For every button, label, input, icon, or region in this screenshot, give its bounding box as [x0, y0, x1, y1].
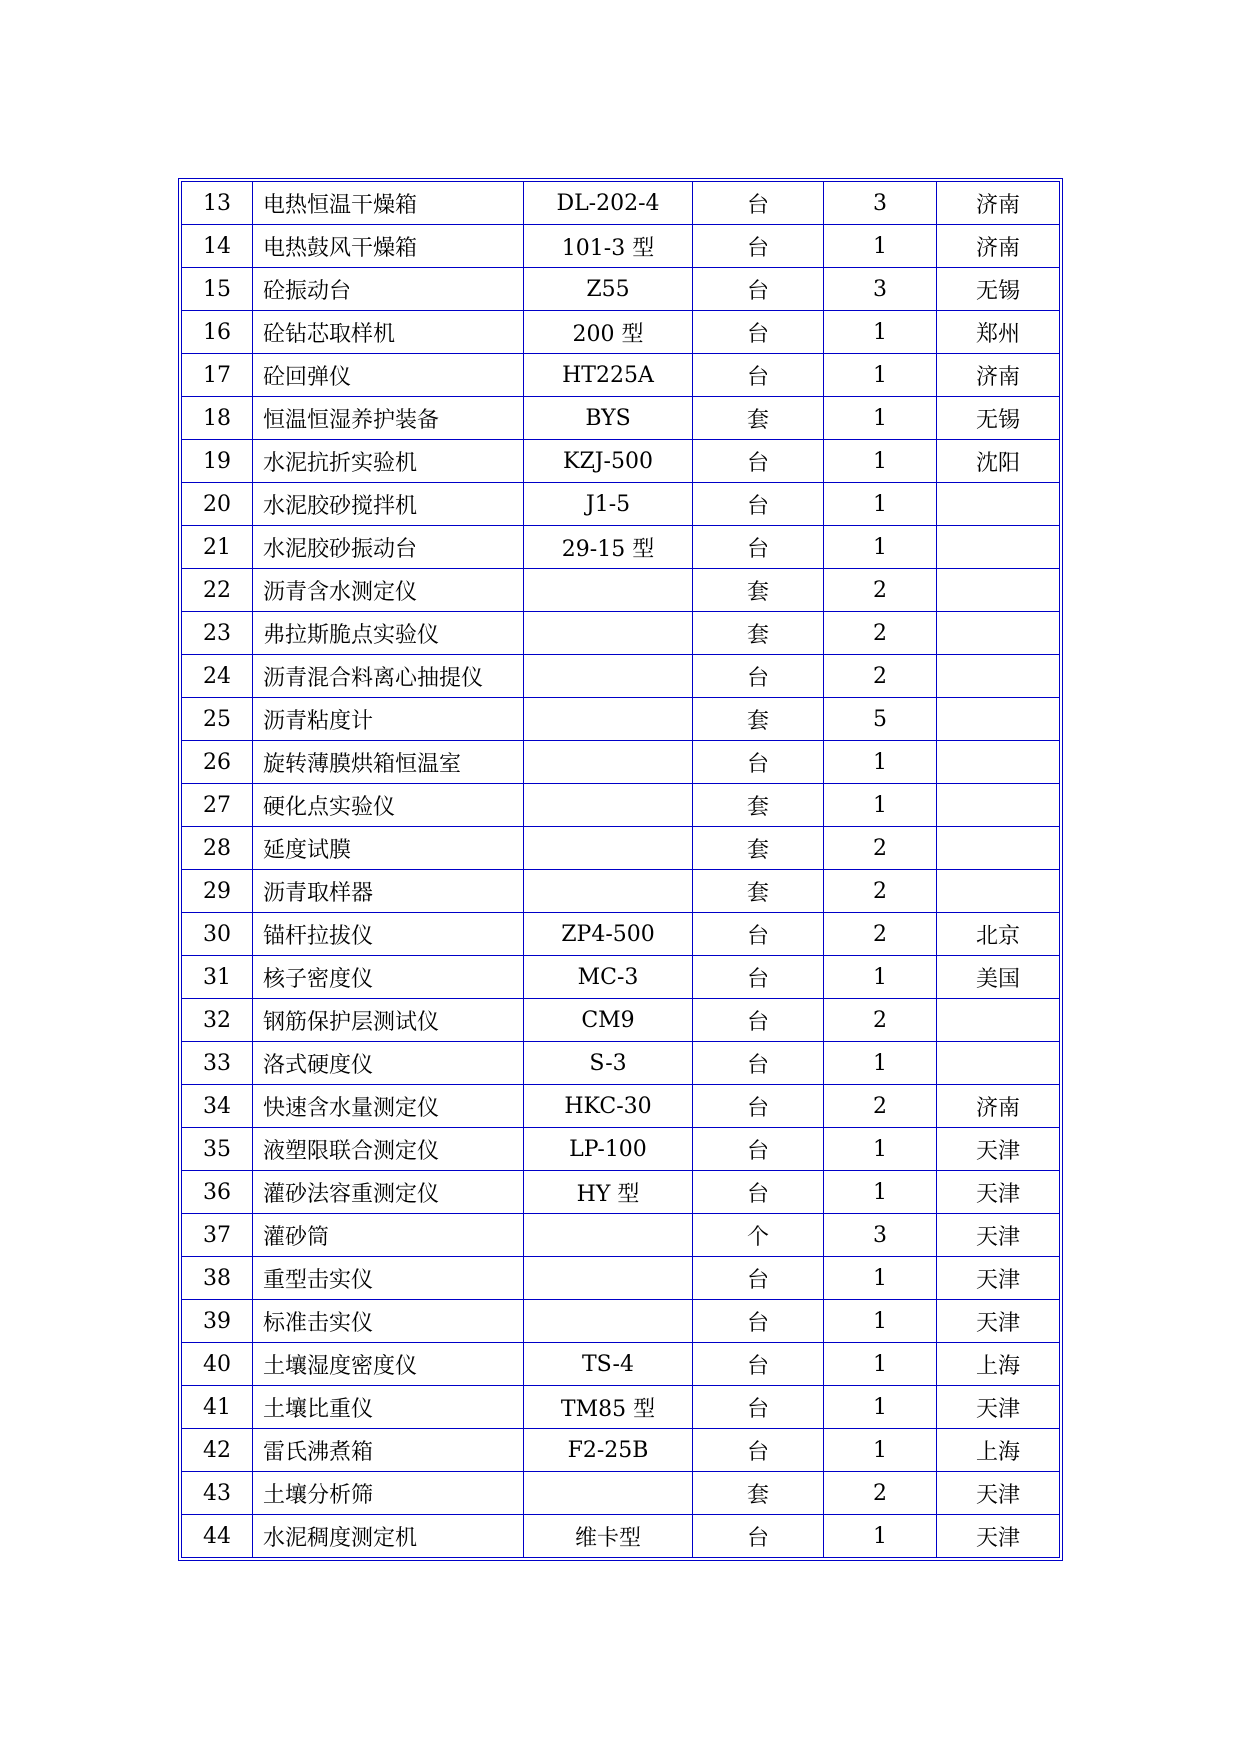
model-cell: HT225A [524, 354, 693, 397]
row-number-cell: 43 [182, 1472, 253, 1515]
equipment-name-cell: 电热恒温干燥箱 [253, 182, 524, 225]
origin-cell: 天津 [937, 1472, 1060, 1515]
unit-cell: 台 [693, 1300, 824, 1343]
unit-cell: 台 [693, 1515, 824, 1558]
table-row [182, 483, 1060, 526]
unit-cell: 台 [693, 1429, 824, 1472]
model-cell: 200 型 [524, 311, 693, 354]
model-cell [524, 612, 693, 655]
model-cell: TS-4 [524, 1343, 693, 1386]
quantity-cell: 1 [824, 784, 937, 827]
quantity-cell: 2 [824, 655, 937, 698]
model-cell [524, 569, 693, 612]
origin-cell: 天津 [937, 1214, 1060, 1257]
row-number-cell: 41 [182, 1386, 253, 1429]
equipment-name-cell: 弗拉斯脆点实验仪 [253, 612, 524, 655]
row-number-cell: 27 [182, 784, 253, 827]
origin-cell [937, 741, 1060, 784]
equipment-name-cell: 土壤湿度密度仪 [253, 1343, 524, 1386]
unit-cell: 台 [693, 440, 824, 483]
equipment-name-cell: 核子密度仪 [253, 956, 524, 999]
equipment-name-cell: 硬化点实验仪 [253, 784, 524, 827]
equipment-name-cell: 土壤比重仪 [253, 1386, 524, 1429]
quantity-cell: 2 [824, 999, 937, 1042]
equipment-name-cell: 灌砂法容重测定仪 [253, 1171, 524, 1214]
unit-cell: 台 [693, 655, 824, 698]
row-number-cell: 26 [182, 741, 253, 784]
table-row [182, 999, 1060, 1042]
unit-cell: 套 [693, 397, 824, 440]
model-cell [524, 741, 693, 784]
row-number-cell: 33 [182, 1042, 253, 1085]
row-number-cell: 25 [182, 698, 253, 741]
origin-cell: 沈阳 [937, 440, 1060, 483]
quantity-cell: 2 [824, 1085, 937, 1128]
table-row [182, 956, 1060, 999]
table-row [182, 1472, 1060, 1515]
equipment-name-cell: 沥青含水测定仪 [253, 569, 524, 612]
quantity-cell: 1 [824, 1257, 937, 1300]
equipment-name-cell: 沥青混合料离心抽提仪 [253, 655, 524, 698]
table-row [182, 1214, 1060, 1257]
origin-cell: 郑州 [937, 311, 1060, 354]
table-row [182, 1128, 1060, 1171]
origin-cell [937, 1042, 1060, 1085]
row-number-cell: 39 [182, 1300, 253, 1343]
model-cell [524, 827, 693, 870]
quantity-cell: 1 [824, 1128, 937, 1171]
row-number-cell: 18 [182, 397, 253, 440]
quantity-cell: 1 [824, 741, 937, 784]
table-row [182, 827, 1060, 870]
row-number-cell: 24 [182, 655, 253, 698]
model-cell: HKC-30 [524, 1085, 693, 1128]
model-cell: MC-3 [524, 956, 693, 999]
model-cell: 101-3 型 [524, 225, 693, 268]
quantity-cell: 1 [824, 1515, 937, 1558]
equipment-name-cell: 砼回弹仪 [253, 354, 524, 397]
quantity-cell: 1 [824, 1300, 937, 1343]
equipment-name-cell: 水泥抗折实验机 [253, 440, 524, 483]
origin-cell [937, 999, 1060, 1042]
table-row [182, 1429, 1060, 1472]
origin-cell: 无锡 [937, 268, 1060, 311]
origin-cell: 上海 [937, 1429, 1060, 1472]
origin-cell: 天津 [937, 1257, 1060, 1300]
row-number-cell: 38 [182, 1257, 253, 1300]
model-cell [524, 1257, 693, 1300]
quantity-cell: 1 [824, 1343, 937, 1386]
row-number-cell: 37 [182, 1214, 253, 1257]
model-cell: 维卡型 [524, 1515, 693, 1558]
origin-cell [937, 655, 1060, 698]
origin-cell: 天津 [937, 1128, 1060, 1171]
model-cell [524, 1472, 693, 1515]
row-number-cell: 14 [182, 225, 253, 268]
quantity-cell: 1 [824, 526, 937, 569]
row-number-cell: 16 [182, 311, 253, 354]
quantity-cell: 1 [824, 440, 937, 483]
table-row [182, 1042, 1060, 1085]
origin-cell: 济南 [937, 354, 1060, 397]
row-number-cell: 36 [182, 1171, 253, 1214]
row-number-cell: 44 [182, 1515, 253, 1558]
quantity-cell: 3 [824, 268, 937, 311]
unit-cell: 台 [693, 1042, 824, 1085]
model-cell: ZP4-500 [524, 913, 693, 956]
quantity-cell: 1 [824, 354, 937, 397]
table-row [182, 1085, 1060, 1128]
quantity-cell: 1 [824, 1386, 937, 1429]
origin-cell: 天津 [937, 1171, 1060, 1214]
origin-cell: 济南 [937, 1085, 1060, 1128]
quantity-cell: 3 [824, 1214, 937, 1257]
equipment-name-cell: 快速含水量测定仪 [253, 1085, 524, 1128]
unit-cell: 套 [693, 612, 824, 655]
table-row [182, 397, 1060, 440]
origin-cell [937, 870, 1060, 913]
origin-cell [937, 784, 1060, 827]
table-row [182, 440, 1060, 483]
unit-cell: 个 [693, 1214, 824, 1257]
table-row [182, 1386, 1060, 1429]
quantity-cell: 1 [824, 483, 937, 526]
table-row [182, 1300, 1060, 1343]
unit-cell: 台 [693, 182, 824, 225]
equipment-name-cell: 水泥胶砂搅拌机 [253, 483, 524, 526]
model-cell: DL-202-4 [524, 182, 693, 225]
quantity-cell: 2 [824, 612, 937, 655]
table-row [182, 698, 1060, 741]
model-cell [524, 655, 693, 698]
model-cell [524, 1300, 693, 1343]
equipment-name-cell: 恒温恒湿养护装备 [253, 397, 524, 440]
table-row [182, 354, 1060, 397]
quantity-cell: 1 [824, 397, 937, 440]
origin-cell: 无锡 [937, 397, 1060, 440]
unit-cell: 台 [693, 354, 824, 397]
origin-cell [937, 827, 1060, 870]
table-row [182, 225, 1060, 268]
row-number-cell: 30 [182, 913, 253, 956]
model-cell: J1-5 [524, 483, 693, 526]
quantity-cell: 2 [824, 870, 937, 913]
row-number-cell: 42 [182, 1429, 253, 1472]
model-cell: KZJ-500 [524, 440, 693, 483]
table-row [182, 1171, 1060, 1214]
model-cell: LP-100 [524, 1128, 693, 1171]
equipment-name-cell: 水泥胶砂振动台 [253, 526, 524, 569]
unit-cell: 套 [693, 827, 824, 870]
equipment-name-cell: 钢筋保护层测试仪 [253, 999, 524, 1042]
equipment-name-cell: 砼钻芯取样机 [253, 311, 524, 354]
unit-cell: 台 [693, 1085, 824, 1128]
model-cell [524, 870, 693, 913]
unit-cell: 台 [693, 1386, 824, 1429]
unit-cell: 套 [693, 569, 824, 612]
unit-cell: 台 [693, 225, 824, 268]
quantity-cell: 3 [824, 182, 937, 225]
quantity-cell: 5 [824, 698, 937, 741]
equipment-name-cell: 土壤分析筛 [253, 1472, 524, 1515]
unit-cell: 台 [693, 999, 824, 1042]
equipment-name-cell: 沥青粘度计 [253, 698, 524, 741]
row-number-cell: 22 [182, 569, 253, 612]
origin-cell: 上海 [937, 1343, 1060, 1386]
table-row [182, 182, 1060, 225]
table-row [182, 741, 1060, 784]
model-cell: HY 型 [524, 1171, 693, 1214]
row-number-cell: 21 [182, 526, 253, 569]
row-number-cell: 32 [182, 999, 253, 1042]
equipment-name-cell: 雷氏沸煮箱 [253, 1429, 524, 1472]
origin-cell: 济南 [937, 225, 1060, 268]
unit-cell: 台 [693, 268, 824, 311]
table-row [182, 1515, 1060, 1558]
unit-cell: 台 [693, 1171, 824, 1214]
row-number-cell: 23 [182, 612, 253, 655]
table-row [182, 311, 1060, 354]
model-cell: S-3 [524, 1042, 693, 1085]
quantity-cell: 1 [824, 1171, 937, 1214]
unit-cell: 台 [693, 526, 824, 569]
equipment-name-cell: 沥青取样器 [253, 870, 524, 913]
quantity-cell: 1 [824, 225, 937, 268]
unit-cell: 套 [693, 784, 824, 827]
equipment-name-cell: 液塑限联合测定仪 [253, 1128, 524, 1171]
quantity-cell: 1 [824, 1429, 937, 1472]
origin-cell: 天津 [937, 1300, 1060, 1343]
equipment-name-cell: 灌砂筒 [253, 1214, 524, 1257]
quantity-cell: 2 [824, 569, 937, 612]
row-number-cell: 13 [182, 182, 253, 225]
unit-cell: 台 [693, 483, 824, 526]
equipment-name-cell: 锚杆拉拔仪 [253, 913, 524, 956]
row-number-cell: 28 [182, 827, 253, 870]
row-number-cell: 31 [182, 956, 253, 999]
model-cell: Z55 [524, 268, 693, 311]
table-row [182, 526, 1060, 569]
row-number-cell: 40 [182, 1343, 253, 1386]
model-cell [524, 1214, 693, 1257]
row-number-cell: 34 [182, 1085, 253, 1128]
equipment-table-frame [178, 178, 1063, 1561]
unit-cell: 台 [693, 1343, 824, 1386]
table-row [182, 913, 1060, 956]
model-cell [524, 698, 693, 741]
table-row [182, 784, 1060, 827]
origin-cell [937, 526, 1060, 569]
quantity-cell: 2 [824, 1472, 937, 1515]
row-number-cell: 15 [182, 268, 253, 311]
model-cell: BYS [524, 397, 693, 440]
equipment-name-cell: 砼振动台 [253, 268, 524, 311]
equipment-name-cell: 水泥稠度测定机 [253, 1515, 524, 1558]
quantity-cell: 2 [824, 913, 937, 956]
table-row [182, 1257, 1060, 1300]
unit-cell: 台 [693, 956, 824, 999]
origin-cell: 天津 [937, 1386, 1060, 1429]
table-row [182, 268, 1060, 311]
origin-cell [937, 612, 1060, 655]
quantity-cell: 2 [824, 827, 937, 870]
origin-cell: 天津 [937, 1515, 1060, 1558]
table-row [182, 1343, 1060, 1386]
unit-cell: 套 [693, 870, 824, 913]
unit-cell: 套 [693, 698, 824, 741]
table-row [182, 870, 1060, 913]
model-cell: TM85 型 [524, 1386, 693, 1429]
quantity-cell: 1 [824, 311, 937, 354]
row-number-cell: 20 [182, 483, 253, 526]
row-number-cell: 29 [182, 870, 253, 913]
origin-cell [937, 569, 1060, 612]
row-number-cell: 17 [182, 354, 253, 397]
model-cell: CM9 [524, 999, 693, 1042]
table-row [182, 612, 1060, 655]
quantity-cell: 1 [824, 1042, 937, 1085]
table-row [182, 655, 1060, 698]
row-number-cell: 35 [182, 1128, 253, 1171]
equipment-name-cell: 重型击实仪 [253, 1257, 524, 1300]
quantity-cell: 1 [824, 956, 937, 999]
origin-cell: 北京 [937, 913, 1060, 956]
unit-cell: 台 [693, 741, 824, 784]
unit-cell: 台 [693, 913, 824, 956]
equipment-name-cell: 标准击实仪 [253, 1300, 524, 1343]
origin-cell [937, 483, 1060, 526]
origin-cell: 美国 [937, 956, 1060, 999]
row-number-cell: 19 [182, 440, 253, 483]
origin-cell [937, 698, 1060, 741]
equipment-name-cell: 延度试膜 [253, 827, 524, 870]
unit-cell: 台 [693, 1257, 824, 1300]
table-row [182, 569, 1060, 612]
model-cell [524, 784, 693, 827]
equipment-name-cell: 洛式硬度仪 [253, 1042, 524, 1085]
model-cell: F2-25B [524, 1429, 693, 1472]
unit-cell: 台 [693, 1128, 824, 1171]
equipment-table-body [182, 182, 1060, 1558]
equipment-name-cell: 旋转薄膜烘箱恒温室 [253, 741, 524, 784]
unit-cell: 套 [693, 1472, 824, 1515]
unit-cell: 台 [693, 311, 824, 354]
origin-cell: 济南 [937, 182, 1060, 225]
equipment-name-cell: 电热鼓风干燥箱 [253, 225, 524, 268]
model-cell: 29-15 型 [524, 526, 693, 569]
equipment-table [181, 181, 1060, 1558]
